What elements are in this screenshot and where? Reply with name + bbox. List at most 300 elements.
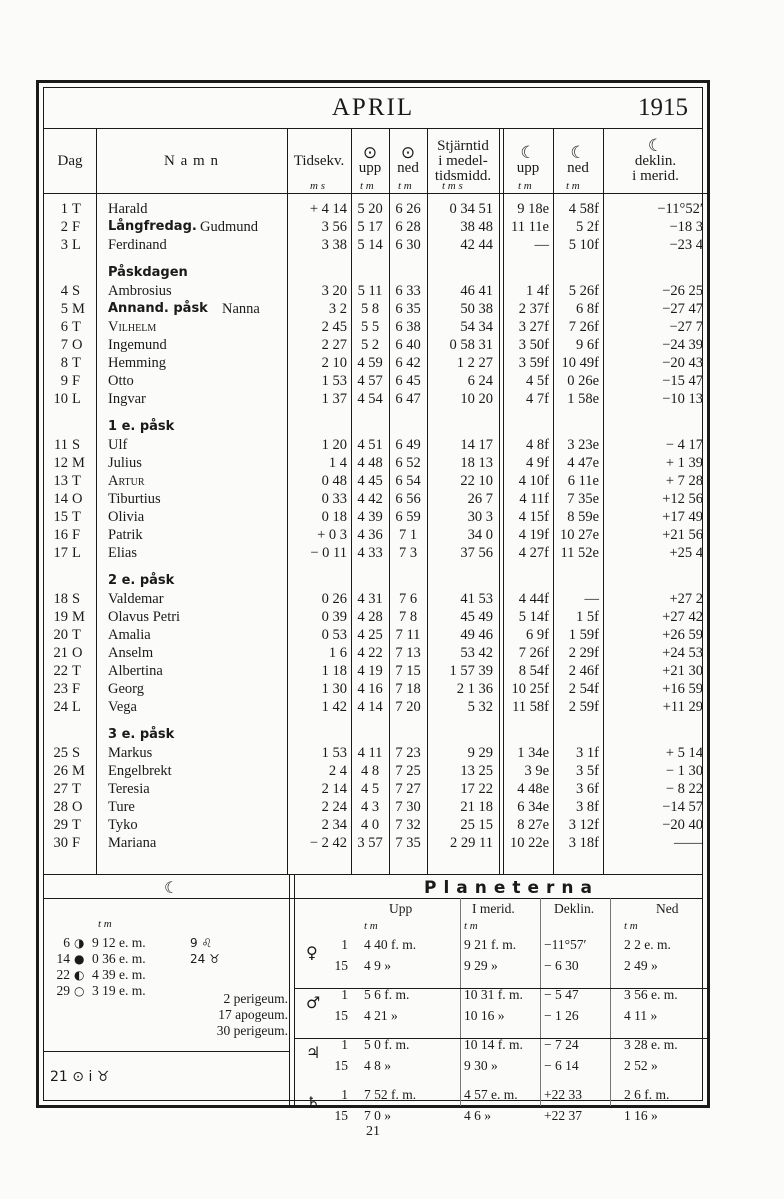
- moon-rise: 6 9f: [526, 627, 549, 643]
- table-row: [44, 834, 708, 852]
- weekday: O: [72, 799, 83, 815]
- planet-rise: 4 9 »: [364, 958, 391, 973]
- day-name: Otto: [108, 373, 134, 389]
- sidereal-time: 6 24: [467, 373, 493, 389]
- day-name: Anselm: [108, 645, 154, 661]
- planet-meridian: 9 21 f. m.: [464, 937, 517, 952]
- sun-rise: 4 19: [357, 663, 383, 679]
- table-row: [44, 626, 708, 644]
- weekday: T: [72, 473, 81, 489]
- moon-declination: +27 2: [669, 591, 703, 607]
- day-name: 3 e. påsk: [108, 727, 175, 742]
- moon-rise: 9 18e: [517, 201, 549, 217]
- planet-day: 1: [341, 937, 348, 952]
- sidereal-time: 49 46: [460, 627, 493, 643]
- moon-declination: +25 4: [669, 545, 703, 561]
- planet-set: 2 6 f. m.: [624, 1087, 670, 1102]
- moon-declination: +26 59: [662, 627, 703, 643]
- tidsekvation: 3 20: [321, 283, 347, 299]
- moon-icon: ☾: [647, 135, 664, 156]
- unit-stjarntid: t m s: [442, 180, 463, 192]
- tidsekvation: 1 53: [321, 373, 347, 389]
- weekday: S: [72, 745, 81, 761]
- weekday: [72, 572, 90, 590]
- sidereal-time: [427, 264, 493, 282]
- planet-day: 1: [341, 987, 348, 1002]
- moon-declination: −20 43: [662, 355, 703, 371]
- moon-declination: − 8 22: [665, 781, 703, 797]
- table-row: [44, 662, 708, 680]
- day-number: 11: [54, 437, 68, 453]
- tidsekvation: 2 4: [328, 763, 347, 779]
- planet-set: 1 16 »: [624, 1108, 658, 1123]
- title-row: [44, 88, 702, 129]
- moon-rise: [503, 418, 549, 436]
- planet-rise: 5 6 f. m.: [364, 987, 410, 1002]
- day-number: 20: [53, 627, 68, 643]
- planet-rise: 4 40 f. m.: [364, 937, 417, 952]
- day-number: 14: [53, 491, 68, 507]
- day-number: 25: [53, 745, 68, 761]
- moon-rise: 3 59f: [518, 355, 549, 371]
- planet-meridian: 10 14 f. m.: [464, 1037, 523, 1052]
- day-number: 2: [60, 219, 68, 235]
- planet-icon: ♂: [306, 993, 321, 1012]
- tidsekvation: 3 2: [328, 301, 347, 317]
- phase-time: 9 12 e. m.: [92, 935, 146, 950]
- day-number: 27: [53, 781, 68, 797]
- sun-set: 7 13: [395, 645, 421, 661]
- moon-set: 1 58e: [567, 391, 599, 407]
- day-number: 5: [60, 301, 68, 317]
- sun-rise: 4 5: [360, 781, 380, 797]
- moon-declination: −20 40: [662, 817, 703, 833]
- moon-rise: 4 11f: [519, 491, 549, 507]
- table-row: [44, 436, 708, 454]
- planet-unit: t m: [624, 920, 638, 932]
- day-number: 21: [53, 645, 68, 661]
- sidereal-time: 18 13: [460, 455, 493, 471]
- moon-rise: —: [534, 237, 549, 253]
- table-row: [44, 762, 708, 780]
- day-number: 12: [53, 455, 68, 471]
- weekday: O: [72, 491, 83, 507]
- weekday: F: [72, 835, 81, 851]
- table-row: [44, 318, 708, 336]
- table-row: [44, 680, 708, 698]
- planet-declination: − 5 47: [544, 987, 579, 1002]
- moon-set: 8 59e: [567, 509, 599, 525]
- col-deklin-1: deklin.: [634, 152, 677, 169]
- sun-rise: 4 59: [357, 355, 383, 371]
- day-name: Annand. påsk: [108, 301, 208, 316]
- sun-rise: 3 57: [357, 835, 383, 851]
- moon-declination: ——: [674, 835, 703, 851]
- sun-set: 7 25: [395, 763, 421, 779]
- moon-declination: + 1 39: [665, 455, 703, 471]
- sun-set: 6 56: [395, 491, 421, 507]
- col-sol-upp-label: upp: [358, 160, 382, 176]
- perigee-note: 2 perigeum.: [223, 991, 288, 1006]
- sidereal-time: 0 34 51: [449, 201, 493, 217]
- table-row: [44, 798, 708, 816]
- moon-phase-icon: ●: [74, 952, 85, 966]
- day-name: Ingemund: [108, 337, 167, 353]
- table-row: [44, 418, 708, 436]
- moon-rise: 3 9e: [524, 763, 549, 779]
- day-name-second: Nanna: [222, 301, 260, 317]
- moon-declination: −23 4: [669, 237, 703, 253]
- planet-icon: ♃: [306, 1043, 321, 1062]
- col-deklin: [603, 129, 708, 193]
- sun-set: 7 32: [395, 817, 421, 833]
- weekday: L: [72, 545, 81, 561]
- sidereal-time: 25 15: [460, 817, 493, 833]
- moon-declination: + 7 28: [665, 473, 703, 489]
- tidsekvation: 3 38: [321, 237, 347, 253]
- calendar-inner-frame: [43, 87, 703, 1123]
- table-row: [44, 372, 708, 390]
- weekday: F: [72, 681, 81, 697]
- tidsekvation: [289, 264, 347, 282]
- planet-unit: t m: [464, 920, 478, 932]
- moon-declination: +24 53: [662, 645, 703, 661]
- day-name: Markus: [108, 745, 153, 761]
- sun-set: 6 33: [395, 283, 421, 299]
- sun-rise: 4 3: [360, 799, 380, 815]
- sun-rise: 4 0: [360, 817, 380, 833]
- sun-set: 7 23: [395, 745, 421, 761]
- moon-rise: [503, 572, 549, 590]
- moon-rise: 5 14f: [518, 609, 549, 625]
- day-name: Tyko: [108, 817, 138, 833]
- planet-col-ned: Ned: [656, 901, 679, 916]
- planet-rise: 7 0 »: [364, 1108, 391, 1123]
- planet-divider: [610, 898, 611, 1106]
- day-number: 4: [60, 283, 68, 299]
- day-number: 18: [53, 591, 68, 607]
- tidsekvation: 1 18: [321, 663, 347, 679]
- day-number: 19: [53, 609, 68, 625]
- day-number: 28: [53, 799, 68, 815]
- phase-day: 22: [56, 967, 70, 982]
- tidsekvation: [289, 726, 347, 744]
- planet-set: 2 2 e. m.: [624, 937, 671, 952]
- tidsekvation: 1 4: [328, 455, 347, 471]
- moon-set: 6 8f: [576, 301, 599, 317]
- moon-rise: 10 22e: [509, 835, 549, 851]
- day-number: 13: [53, 473, 68, 489]
- calendar-frame: [36, 80, 710, 1123]
- weekday: S: [72, 591, 81, 607]
- tidsekvation: 2 14: [321, 781, 347, 797]
- moon-icon: ☾: [570, 143, 586, 163]
- solar-entry: 21 ⊙ i ♉: [50, 1069, 110, 1085]
- moon-rise: 7 26f: [518, 645, 549, 661]
- day-number: [44, 726, 68, 744]
- sun-set: 7 15: [395, 663, 421, 679]
- weekday: F: [72, 219, 81, 235]
- sun-set: 6 35: [395, 301, 421, 317]
- moon-rise: 1 34e: [517, 745, 549, 761]
- moon-separator: [44, 1051, 289, 1052]
- moon-set: 3 18f: [568, 835, 599, 851]
- sun-set: [389, 418, 427, 436]
- day-name: Georg: [108, 681, 144, 697]
- planet-day: 15: [334, 1008, 348, 1023]
- moon-set: 5 2f: [576, 219, 599, 235]
- day-number: 8: [60, 355, 68, 371]
- tidsekvation: 2 45: [321, 319, 347, 335]
- planet-col-upp: Upp: [389, 901, 413, 916]
- moon-rise: 8 27e: [517, 817, 549, 833]
- col-tidsekv: Tidsekv.: [293, 152, 345, 169]
- table-row: [44, 390, 708, 408]
- weekday: T: [72, 627, 81, 643]
- sun-set: 7 30: [395, 799, 421, 815]
- table-row: [44, 236, 708, 254]
- planet-declination: − 6 14: [544, 1058, 579, 1073]
- planet-declination: −11°57′: [544, 937, 587, 952]
- planet-set: 2 49 »: [624, 958, 658, 973]
- planet-col-deklin: Deklin.: [554, 901, 595, 916]
- perigee-note: 30 perigeum.: [216, 1023, 288, 1038]
- moon-declination: −14 57: [662, 799, 703, 815]
- sun-rise: [351, 418, 389, 436]
- planet-meridian: 9 30 »: [464, 1058, 498, 1073]
- weekday: [72, 418, 90, 436]
- day-name: Teresia: [108, 781, 150, 797]
- table-row: [44, 472, 708, 490]
- tidsekvation: 0 26: [321, 591, 347, 607]
- sidereal-time: 22 10: [460, 473, 493, 489]
- moon-set: [553, 572, 599, 590]
- table-row: [44, 816, 708, 834]
- day-name: Ferdinand: [108, 237, 167, 253]
- weekday: F: [72, 373, 81, 389]
- moon-declination: − 4 17: [665, 437, 703, 453]
- sun-set: 6 49: [395, 437, 421, 453]
- sidereal-time: 2 1 36: [456, 681, 493, 697]
- column-header-row: [44, 129, 708, 194]
- day-name: Påskdagen: [108, 265, 188, 280]
- planet-divider: [460, 898, 461, 1106]
- day-number: 16: [53, 527, 68, 543]
- moon-set: 3 12f: [568, 817, 599, 833]
- weekday: O: [72, 645, 83, 661]
- sun-set: 6 40: [395, 337, 421, 353]
- sun-rise: 5 14: [357, 237, 383, 253]
- day-name: Vega: [108, 699, 137, 715]
- sidereal-time: [427, 572, 493, 590]
- moon-rise: 4 27f: [518, 545, 549, 561]
- phase-sign: 24 ♉: [190, 952, 220, 966]
- sun-set: 7 20: [395, 699, 421, 715]
- moon-set: 4 58f: [568, 201, 599, 217]
- phase-day: 14: [56, 951, 70, 966]
- day-name: Ambrosius: [108, 283, 172, 299]
- moon-set: 11 52e: [560, 545, 599, 561]
- tidsekvation: − 2 42: [309, 835, 347, 851]
- moon-set: 1 59f: [568, 627, 599, 643]
- sidereal-time: 37 56: [460, 545, 493, 561]
- unit-tidsekv: m s: [310, 180, 325, 192]
- weekday: T: [72, 509, 81, 525]
- month-title: APRIL: [331, 94, 415, 121]
- sun-rise: 4 39: [357, 509, 383, 525]
- bottom-divider: [289, 874, 290, 1106]
- moon-rise: 10 25f: [511, 681, 549, 697]
- weekday: O: [72, 337, 83, 353]
- day-number: 26: [53, 763, 68, 779]
- planet-icon: ♀: [306, 943, 318, 962]
- sidereal-time: 26 7: [467, 491, 493, 507]
- sun-rise: 4 25: [357, 627, 383, 643]
- moon-declination: +16 59: [662, 681, 703, 697]
- day-number: 30: [53, 835, 68, 851]
- unit-sol-upp: t m: [360, 180, 374, 192]
- col-namn: N a m n: [164, 152, 219, 169]
- planet-meridian: 9 29 »: [464, 958, 498, 973]
- moon-set: [553, 418, 599, 436]
- sidereal-time: 30 3: [467, 509, 493, 525]
- sun-set: 6 28: [395, 219, 421, 235]
- weekday: T: [72, 663, 81, 679]
- day-name: Amalia: [108, 627, 151, 643]
- moon-set: [553, 264, 599, 282]
- perigee-note: 17 apogeum.: [218, 1007, 288, 1022]
- sun-set: 6 42: [395, 355, 421, 371]
- moon-rise: 4 5f: [526, 373, 549, 389]
- day-number: 23: [53, 681, 68, 697]
- sun-set: 7 18: [395, 681, 421, 697]
- moon-declination: +12 56: [662, 491, 703, 507]
- weekday: T: [72, 319, 81, 335]
- sun-set: 7 6: [398, 591, 418, 607]
- phase-day: 6: [63, 935, 70, 950]
- moon-set: 2 59f: [568, 699, 599, 715]
- bottom-divider: [294, 874, 295, 1106]
- table-row: [44, 608, 708, 626]
- sidereal-time: 50 38: [460, 301, 493, 317]
- sun-set: 6 45: [395, 373, 421, 389]
- table-row: [44, 780, 708, 798]
- tidsekvation: 0 33: [321, 491, 347, 507]
- moon-rise: 8 54f: [518, 663, 549, 679]
- moon-rise: 4 19f: [518, 527, 549, 543]
- moon-declination: [603, 572, 703, 590]
- planet-rise: 5 0 f. m.: [364, 1037, 410, 1052]
- unit-mane-ned: t m: [566, 180, 580, 192]
- moon-set: 10 27e: [559, 527, 599, 543]
- sun-rise: 4 45: [357, 473, 383, 489]
- tidsekvation: − 0 11: [310, 545, 347, 561]
- sidereal-time: [427, 418, 493, 436]
- table-row: [44, 200, 708, 218]
- moon-set: 3 23e: [567, 437, 599, 453]
- bottom-separator: [44, 874, 702, 875]
- moon-set: 0 26e: [567, 373, 599, 389]
- table-row: [44, 264, 708, 282]
- moon-declination: −27 47: [662, 301, 703, 317]
- tidsekvation: 0 48: [321, 473, 347, 489]
- sidereal-time: 2 29 11: [450, 835, 493, 851]
- sidereal-time: 17 22: [460, 781, 493, 797]
- sun-rise: 4 48: [357, 455, 383, 471]
- moon-declination: [603, 726, 703, 744]
- col-dag: Dag: [57, 152, 83, 169]
- day-name: Tiburtius: [108, 491, 161, 507]
- moon-set: 5 26f: [568, 283, 599, 299]
- day-name: Patrik: [108, 527, 143, 543]
- planet-divider: [540, 898, 541, 1106]
- moon-declination: −26 25: [662, 283, 703, 299]
- moon-declination: −15 47: [662, 373, 703, 389]
- moon-rise: 4 7f: [526, 391, 549, 407]
- tidsekvation: 0 18: [321, 509, 347, 525]
- day-number: 15: [53, 509, 68, 525]
- phase-sign: 9 ♌: [190, 936, 213, 950]
- moon-set: 6 11e: [567, 473, 599, 489]
- planet-rise: 4 21 »: [364, 1008, 398, 1023]
- sun-set: 7 3: [398, 545, 418, 561]
- sidereal-time: 1 57 39: [449, 663, 493, 679]
- sun-rise: 5 2: [360, 337, 380, 353]
- day-number: 1: [60, 201, 68, 217]
- moon-set: [553, 726, 599, 744]
- day-number: 22: [53, 663, 68, 679]
- planet-meridian: 4 57 e. m.: [464, 1087, 518, 1102]
- table-row: [44, 300, 708, 318]
- sun-rise: [351, 572, 389, 590]
- sun-set: [389, 264, 427, 282]
- day-name: Vilhelm: [108, 319, 157, 335]
- tidsekvation: 2 27: [321, 337, 347, 353]
- day-number: 10: [53, 391, 68, 407]
- moon-set: 2 54f: [568, 681, 599, 697]
- col-stjarntid-2: i medel-: [438, 152, 488, 169]
- day-name: Elias: [108, 545, 137, 561]
- moon-set: 2 29f: [568, 645, 599, 661]
- col-mane-upp-label: upp: [516, 160, 540, 176]
- sun-rise: 4 16: [357, 681, 383, 697]
- moon-declination: +17 49: [662, 509, 703, 525]
- day-name: Valdemar: [108, 591, 164, 607]
- moon-declination: +21 30: [662, 663, 703, 679]
- moon-set: 4 47e: [567, 455, 599, 471]
- sun-set: [389, 726, 427, 744]
- sun-rise: 5 11: [357, 283, 383, 299]
- tidsekvation: 1 37: [321, 391, 347, 407]
- moon-declination: [603, 264, 703, 282]
- table-row: [44, 354, 708, 372]
- sun-icon: ⊙: [400, 143, 416, 163]
- tidsekvation: 3 56: [321, 219, 347, 235]
- day-name: Albertina: [108, 663, 163, 679]
- day-name-second: Gudmund: [200, 219, 258, 235]
- moon-declination: −10 13: [662, 391, 703, 407]
- moon-declination: −11°52′: [657, 201, 703, 217]
- sidereal-time: 5 32: [467, 699, 493, 715]
- moon-rise: [503, 264, 549, 282]
- tidsekvation: 2 34: [321, 817, 347, 833]
- moon-set: 5 10f: [568, 237, 599, 253]
- planet-declination: − 6 30: [544, 958, 579, 973]
- planet-day: 15: [334, 1108, 348, 1123]
- day-name: 1 e. påsk: [108, 419, 175, 434]
- table-row: [44, 544, 708, 562]
- day-name: Harald: [108, 201, 148, 217]
